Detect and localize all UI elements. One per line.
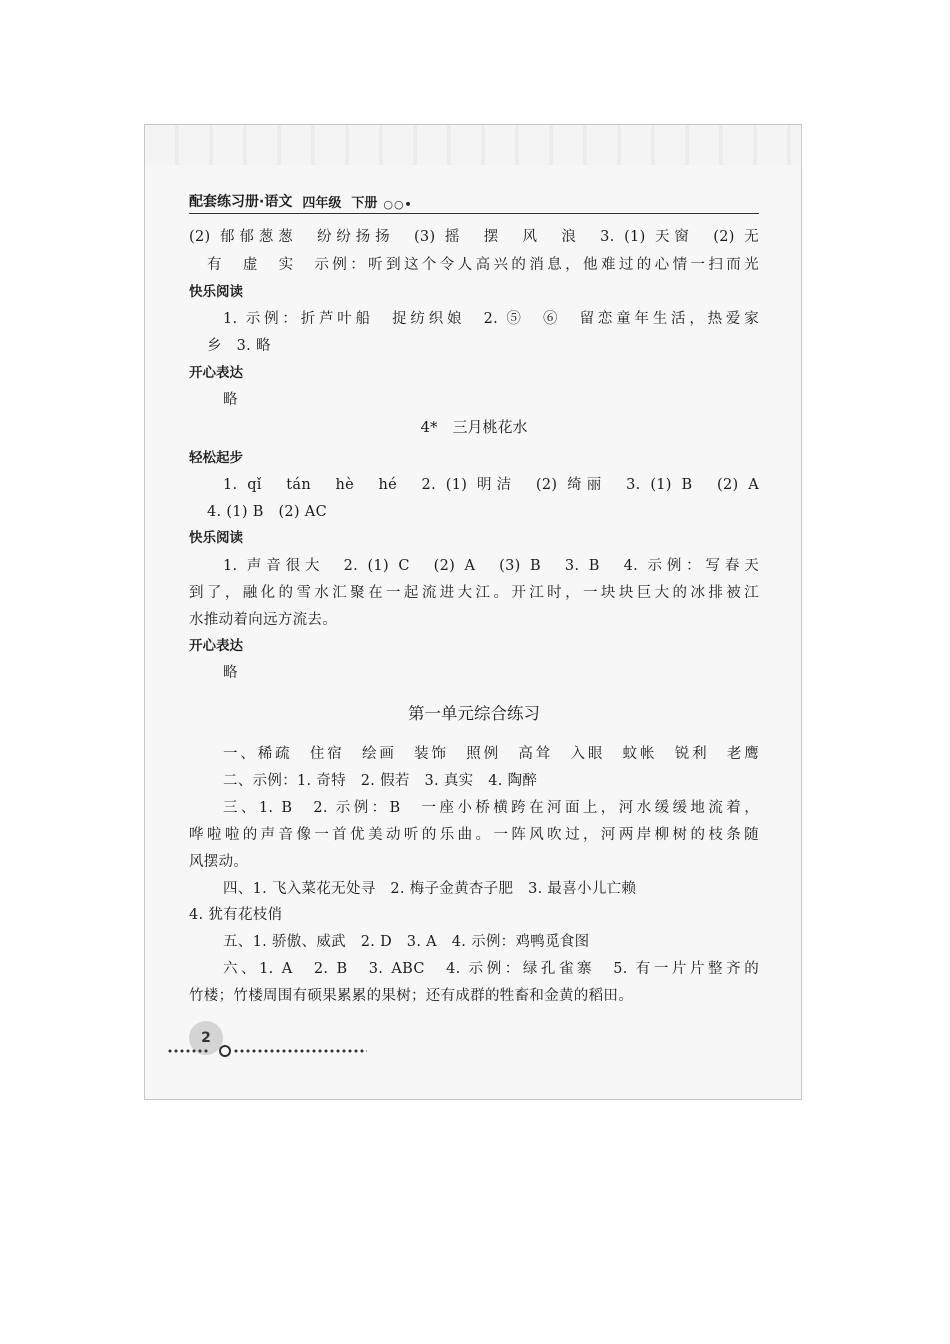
text-line: 1. 示例：折芦叶船 捉纺织娘 2. ⑤ ⑥ 留恋童年生活，热爱家 [223,311,759,327]
text-line: 水推动着向远方流去。 [189,612,337,628]
text-line: 竹楼；竹楼周围有硕果累累的果树；还有成群的牲畜和金黄的稻田。 [189,988,633,1004]
running-header [189,191,759,214]
text-line: 1. qǐ tán hè hé 2. (1) 明洁 (2) 绮丽 3. (1) B (2) A [223,477,759,493]
section-heading: 快乐阅读 [189,530,243,546]
text-line: 略 [223,665,238,681]
unit-title: 第一单元综合练习 [408,704,540,723]
grade-label: 四年级 [302,196,342,211]
text-line: 五、1. 骄傲、威武 2. D 3. A 4. 示例：鸡鸭觅食图 [223,934,590,950]
text-line: 四、1. 飞入菜花无处寻 2. 梅子金黄杏子肥 3. 最喜小儿亡赖 [223,881,637,897]
page-footer [189,1021,389,1061]
text-line: 风摆动。 [189,854,249,870]
text-line: 到了，融化的雪水汇聚在一起流进大江。开江时，一块块巨大的冰排被江 [189,585,759,601]
text-line: 六、1. A 2. B 3. ABC 4. 示例：绿孔雀寨 5. 有一片片整齐的 [223,961,759,977]
section-heading: 快乐阅读 [189,284,243,300]
page-number: 2 [189,1021,223,1055]
ring-marker-icon [219,1045,231,1057]
text-line: 1. 声音很大 2. (1) C (2) A (3) B 3. B 4. 示例：写春天 [223,558,759,574]
volume-label: 下册 [351,196,378,211]
header-decoration: ○○• [383,198,413,211]
lesson-title: 4* 三月桃花水 [420,418,528,436]
dotted-rule-right [233,1049,367,1053]
dotted-rule-left [167,1049,209,1053]
text-line: 4. 犹有花枝俏 [189,907,283,923]
text-line: 有 虚 实 示例：听到这个令人高兴的消息，他难过的心情一扫而光 [207,257,759,273]
text-line: 二、示例：1. 奇特 2. 假若 3. 真实 4. 陶醉 [223,773,538,789]
section-heading: 开心表达 [189,365,243,381]
text-line: 略 [223,392,238,408]
section-heading: 开心表达 [189,638,243,654]
text-line: 乡 3. 略 [207,338,271,354]
text-line: (2) 郁郁葱葱 纷纷扬扬 (3) 摇 摆 风 浪 3. (1) 天窗 (2) 无 [189,229,759,245]
text-line: 哗啦啦的声音像一首优美动听的乐曲。一阵风吹过，河两岸柳树的枝条随 [189,827,759,843]
book-title: 配套练习册·语文 [189,194,293,210]
text-line: 一、稀疏 住宿 绘画 装饰 照例 高耸 入眼 蚊帐 锐利 老鹰 [223,746,759,762]
book-page [144,124,802,1100]
text-line: 三、1. B 2. 示例：B 一座小桥横跨在河面上，河水缓缓地流着， [223,800,759,816]
section-heading: 轻松起步 [189,450,243,466]
text-line: 4. (1) B (2) AC [207,504,327,520]
